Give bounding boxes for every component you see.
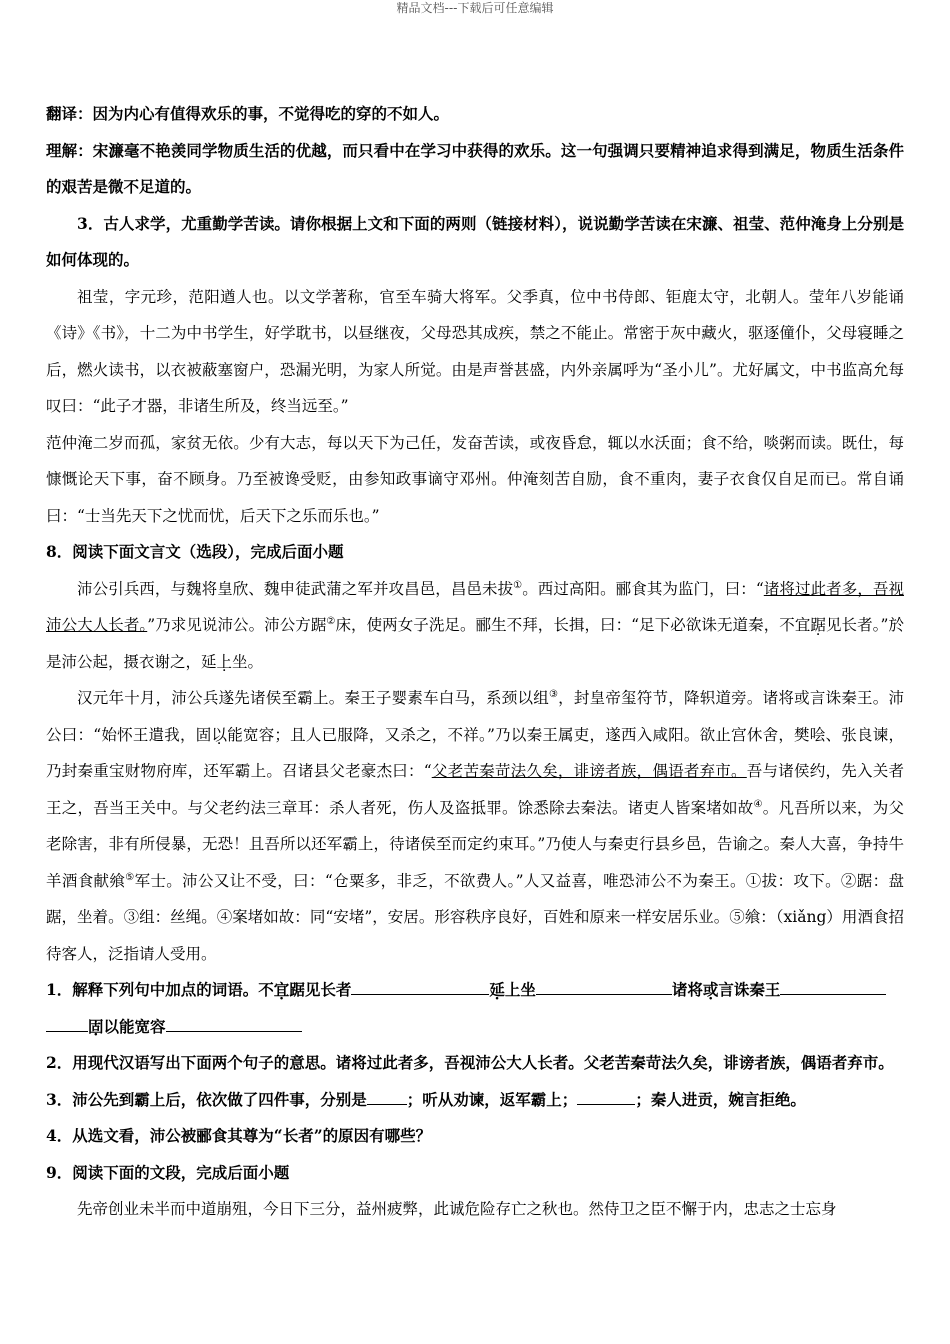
question-8-title: 8．阅读下面文言文（选段），完成后面小题 bbox=[46, 542, 344, 561]
emphasis-dotted-char: 固 bbox=[195, 725, 212, 744]
classical-passage-2: 汉元年十月，沛公兵遂先诸侯至霸上。秦王子婴素车白马，系颈以组③，封皇帝玺符节，降轵道旁。诸将或言诛秦王。沛公曰：“始怀王遣我，固以能宽容；且人已服降，又杀之，不祥。”乃以秦王属吏，遂西入咸阳。欲止宫休舍，樊哙、张良谏，乃封秦重宝财物府库，还军霸上。召诸县父老豪杰曰：“父老苦秦苛法久矣，诽谤者族，偶语者弃市。吾与诸侯约，先入关者王之，吾当王关中。与父老约法三章耳：杀人者死，伤人及盗抵罪。馀悉除去秦法。诸吏人皆案堵如故④。凡吾所以来，为父老除害，非有所侵暴，无恐！且吾所以还军霸上，待诸侯至而定约束耳。”乃使人与秦吏行县乡邑，告谕之。秦人大喜，争持牛羊酒食献飨⑤军士。沛公又让不受，曰：“仓粟多，非乏，不欲费人。”人又益喜，唯恐沛公不为秦王。①拔：攻下。②踞：盘踞，坐着。③组：丝绳。④案堵如故：同“安堵”，安居。形容秩序良好，百姓和原来一样安居乐业。⑤飨：（xiǎng）用酒食招待客人，泛指请人受用。 bbox=[46, 688, 904, 963]
emphasis-dotted-char: 延 bbox=[489, 980, 505, 999]
emphasis-dotted-char: 或 bbox=[702, 980, 719, 999]
emphasis-dotted-char: 延 bbox=[201, 652, 217, 671]
question-8-2: 2．用现代汉语写出下面两个句子的意思。诸将过此者多，吾视沛公大人长者。父老苦秦苛法久矣，诽谤者族，偶语者弃市。 bbox=[46, 1053, 894, 1072]
emphasis-dotted-char: 宜 bbox=[273, 980, 290, 999]
footnote-marker: ③ bbox=[548, 688, 559, 700]
footnote-marker: ④ bbox=[753, 798, 763, 810]
answer-blank[interactable] bbox=[166, 1015, 302, 1032]
answer-blank[interactable] bbox=[780, 978, 886, 995]
question-9-passage: 先帝创业未半而中道崩殂，今日下三分，益州疲弊，此诚危险存亡之秋也。然侍卫之臣不懈于内，忠志之士忘身 bbox=[77, 1200, 837, 1218]
footnote-marker: ② bbox=[326, 615, 336, 627]
answer-blank[interactable] bbox=[577, 1088, 635, 1105]
underlined-sentence: 父老苦秦苛法久矣，诽谤者族，偶语者弃市。 bbox=[431, 762, 747, 780]
emphasis-dotted-char: 宜 bbox=[794, 616, 811, 634]
classical-passage-1: 沛公引兵西，与魏将皇欣、魏申徒武蒲之军并攻昌邑，昌邑未拔①。西过高阳。郦食其为监门，曰：“诸将过此者多，吾视沛公大人长者。”乃求见说沛公。沛公方踞②床，使两女子洗足。郦生不拜，长揖，曰：“足下必欲诛无道秦，不宜踞见长者。”於是沛公起，摄衣谢之，延上坐。 bbox=[46, 579, 904, 671]
question-8-4: 4．从选文看，沛公被郦食其尊为“长者”的原因有哪些？ bbox=[46, 1126, 432, 1145]
underlined-sentence: 诸将过此者多，吾视沛公大人长者。 bbox=[46, 579, 904, 634]
answer-blank[interactable] bbox=[46, 1015, 88, 1032]
footnote-marker: ⑤ bbox=[125, 871, 135, 883]
question-8-1: 1．解释下列句中加点的词语。不宜踞见长者 延上坐 诸将或言诛秦王 固以能宽容 bbox=[46, 972, 904, 1045]
answer-blank[interactable] bbox=[351, 978, 489, 995]
question-3: 3．古人求学，尤重勤学苦读。请你根据上文和下面的两则（链接材料），说说勤学苦读在宋濂、祖莹、范仲淹身上分别是如何体现的。 bbox=[46, 213, 904, 269]
question-9-title: 9．阅读下面的文段，完成后面小题 bbox=[46, 1162, 290, 1182]
understanding-paragraph: 理解：宋濂毫不艳羡同学物质生活的优越，而只看中在学习中获得的欢乐。这一句强调只要精神追求得到满足，物质生活条件的艰苦是微不足道的。 bbox=[46, 140, 904, 196]
zuying-passage: 祖莹，字元珍，范阳遒人也。以文学著称，官至车骑大将军。父季真，位中书侍郎、钜鹿太守，北朝人。莹年八岁能诵《诗》《书》，十二为中书学生，好学耽书，以昼继夜，父母恐其成疾，禁之不能止。常密于灰中藏火，驱逐僮仆，父母寝睡之后，燃火读书，以衣被蔽塞窗户，恐漏光明，为家人所觉。由是声誉甚盛，内外亲属呼为“圣小儿”。尤好属文，中书监高允每叹曰：“此子才器，非诸生所及，终当远至。” bbox=[46, 287, 904, 415]
fanzhongyan-passage: 范仲淹二岁而孤，家贫无依。少有大志，每以天下为己任，发奋苦读，或夜昏怠，辄以水沃面；食不给，啖粥而读。既仕，每慷慨论天下事，奋不顾身。乃至被谗受贬，由参知政事谪守邓州。仲淹刻苦自励，食不重肉，妻子衣食仅自足而已。常自诵曰：“士当先天下之忧而忧，后天下之乐而乐也。” bbox=[46, 433, 904, 525]
footnote-marker: ① bbox=[513, 579, 523, 591]
question-8-3: 3．沛公先到霸上后，依次做了四件事，分别是 ；听从劝谏，返军霸上； ；秦人进贡，婉言拒绝。 bbox=[46, 1089, 806, 1109]
page-header: 精品文档---下载后可任意编辑 bbox=[396, 1, 554, 15]
answer-blank[interactable] bbox=[536, 978, 672, 995]
emphasis-dotted-char: 固 bbox=[88, 1016, 104, 1036]
answer-blank[interactable] bbox=[367, 1088, 407, 1105]
translation-paragraph: 翻译：因为内心有值得欢乐的事，不觉得吃的穿的不如人。 bbox=[46, 104, 450, 123]
document-body bbox=[46, 96, 904, 1228]
